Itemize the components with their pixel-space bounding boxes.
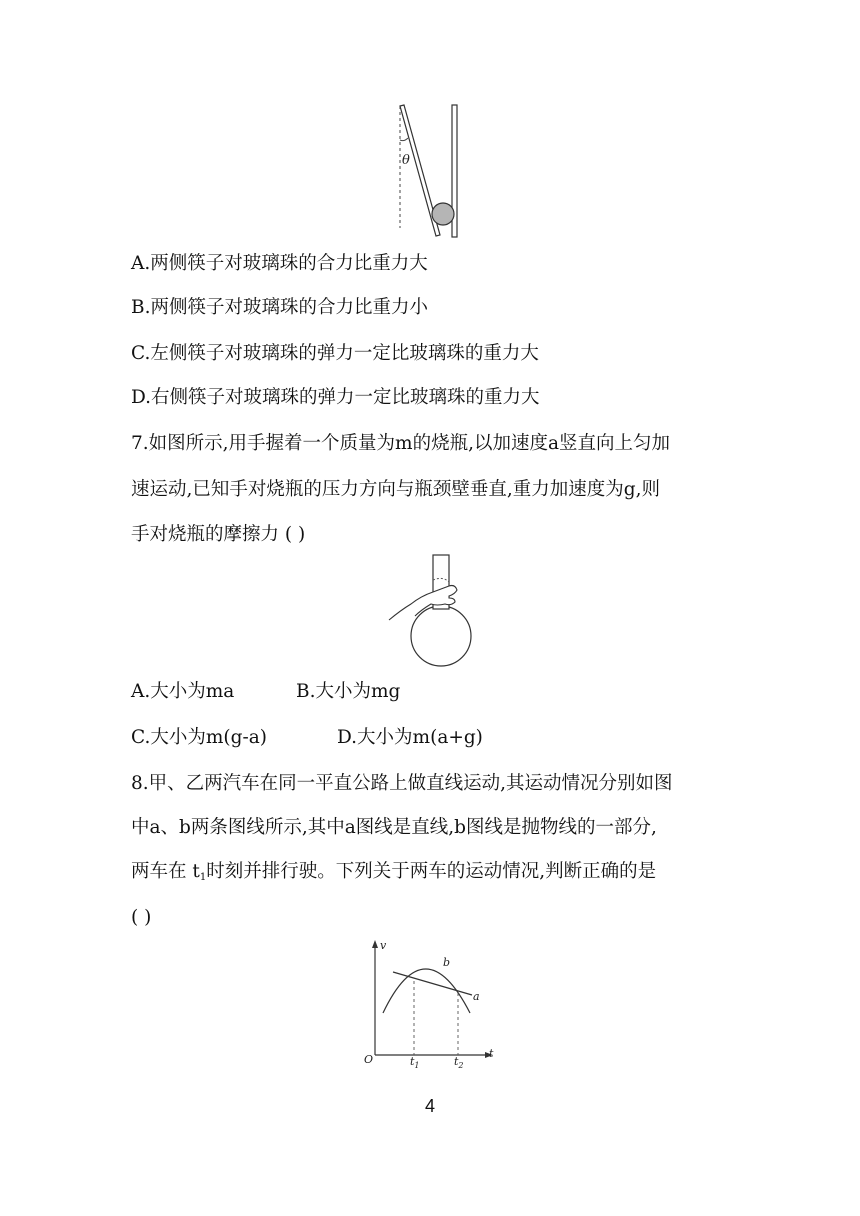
vt-graph-figure [360, 935, 505, 1070]
glass-bead [432, 203, 454, 225]
t2-label: $t_2$ [454, 1055, 464, 1070]
q7-stem-line-2: 速运动,已知手对烧瓶的压力方向与瓶颈壁垂直,重力加速度为g,则 [131, 479, 660, 500]
q6-option-d: D.右侧筷子对玻璃珠的弹力一定比玻璃珠的重力大 [131, 387, 540, 408]
q8-line3-sub: 1 [199, 872, 207, 883]
q7-stem-line-3: 手对烧瓶的摩擦力 ( ) [131, 524, 306, 545]
q7-option-a: A.大小为ma [131, 681, 235, 702]
q8-stem-line-2: 中a、b两条图线所示,其中a图线是直线,b图线是抛物线的一部分, [131, 817, 657, 838]
v-axis-label: v [380, 939, 387, 952]
q8-stem-line-3 [131, 860, 656, 890]
q6-option-a: A.两侧筷子对玻璃珠的合力比重力大 [131, 253, 428, 274]
q7-option-d: D.大小为m(a+g) [337, 727, 483, 748]
theta-label: θ [402, 153, 410, 168]
chopsticks-bead-figure [390, 100, 470, 240]
line-a-label: a [473, 990, 480, 1003]
q7-option-b: B.大小为mg [296, 681, 401, 702]
curve-b-label: b [443, 956, 451, 969]
q7-option-c: C.大小为m(g-a) [131, 727, 267, 748]
q8-line3-post: 时刻并排行驶。下列关于两车的运动情况,判断正确的是 [206, 861, 657, 882]
q8-stem-line-1: 8.甲、乙两汽车在同一平直公路上做直线运动,其运动情况分别如图 [131, 773, 673, 794]
v-axis-arrow [372, 940, 378, 948]
t-axis-label: t [489, 1047, 494, 1060]
hand-flask-figure [385, 552, 495, 668]
flask-bulb [411, 606, 471, 666]
q8-stem-line-4: ( ) [131, 907, 152, 928]
t1-label: $t_1$ [410, 1055, 420, 1070]
theta-angle-arc [400, 138, 408, 141]
q6-option-c: C.左侧筷子对玻璃珠的弹力一定比玻璃珠的重力大 [131, 343, 539, 364]
origin-label: O [364, 1053, 374, 1066]
line-a [393, 972, 472, 995]
q6-option-b: B.两侧筷子对玻璃珠的合力比重力小 [131, 297, 428, 318]
q7-stem-line-1: 7.如图所示,用手握着一个质量为m的烧瓶,以加速度a竖直向上匀加 [131, 433, 670, 454]
page-number: 4 [424, 1096, 435, 1116]
q8-line3-pre: 两车在 t [131, 861, 200, 882]
